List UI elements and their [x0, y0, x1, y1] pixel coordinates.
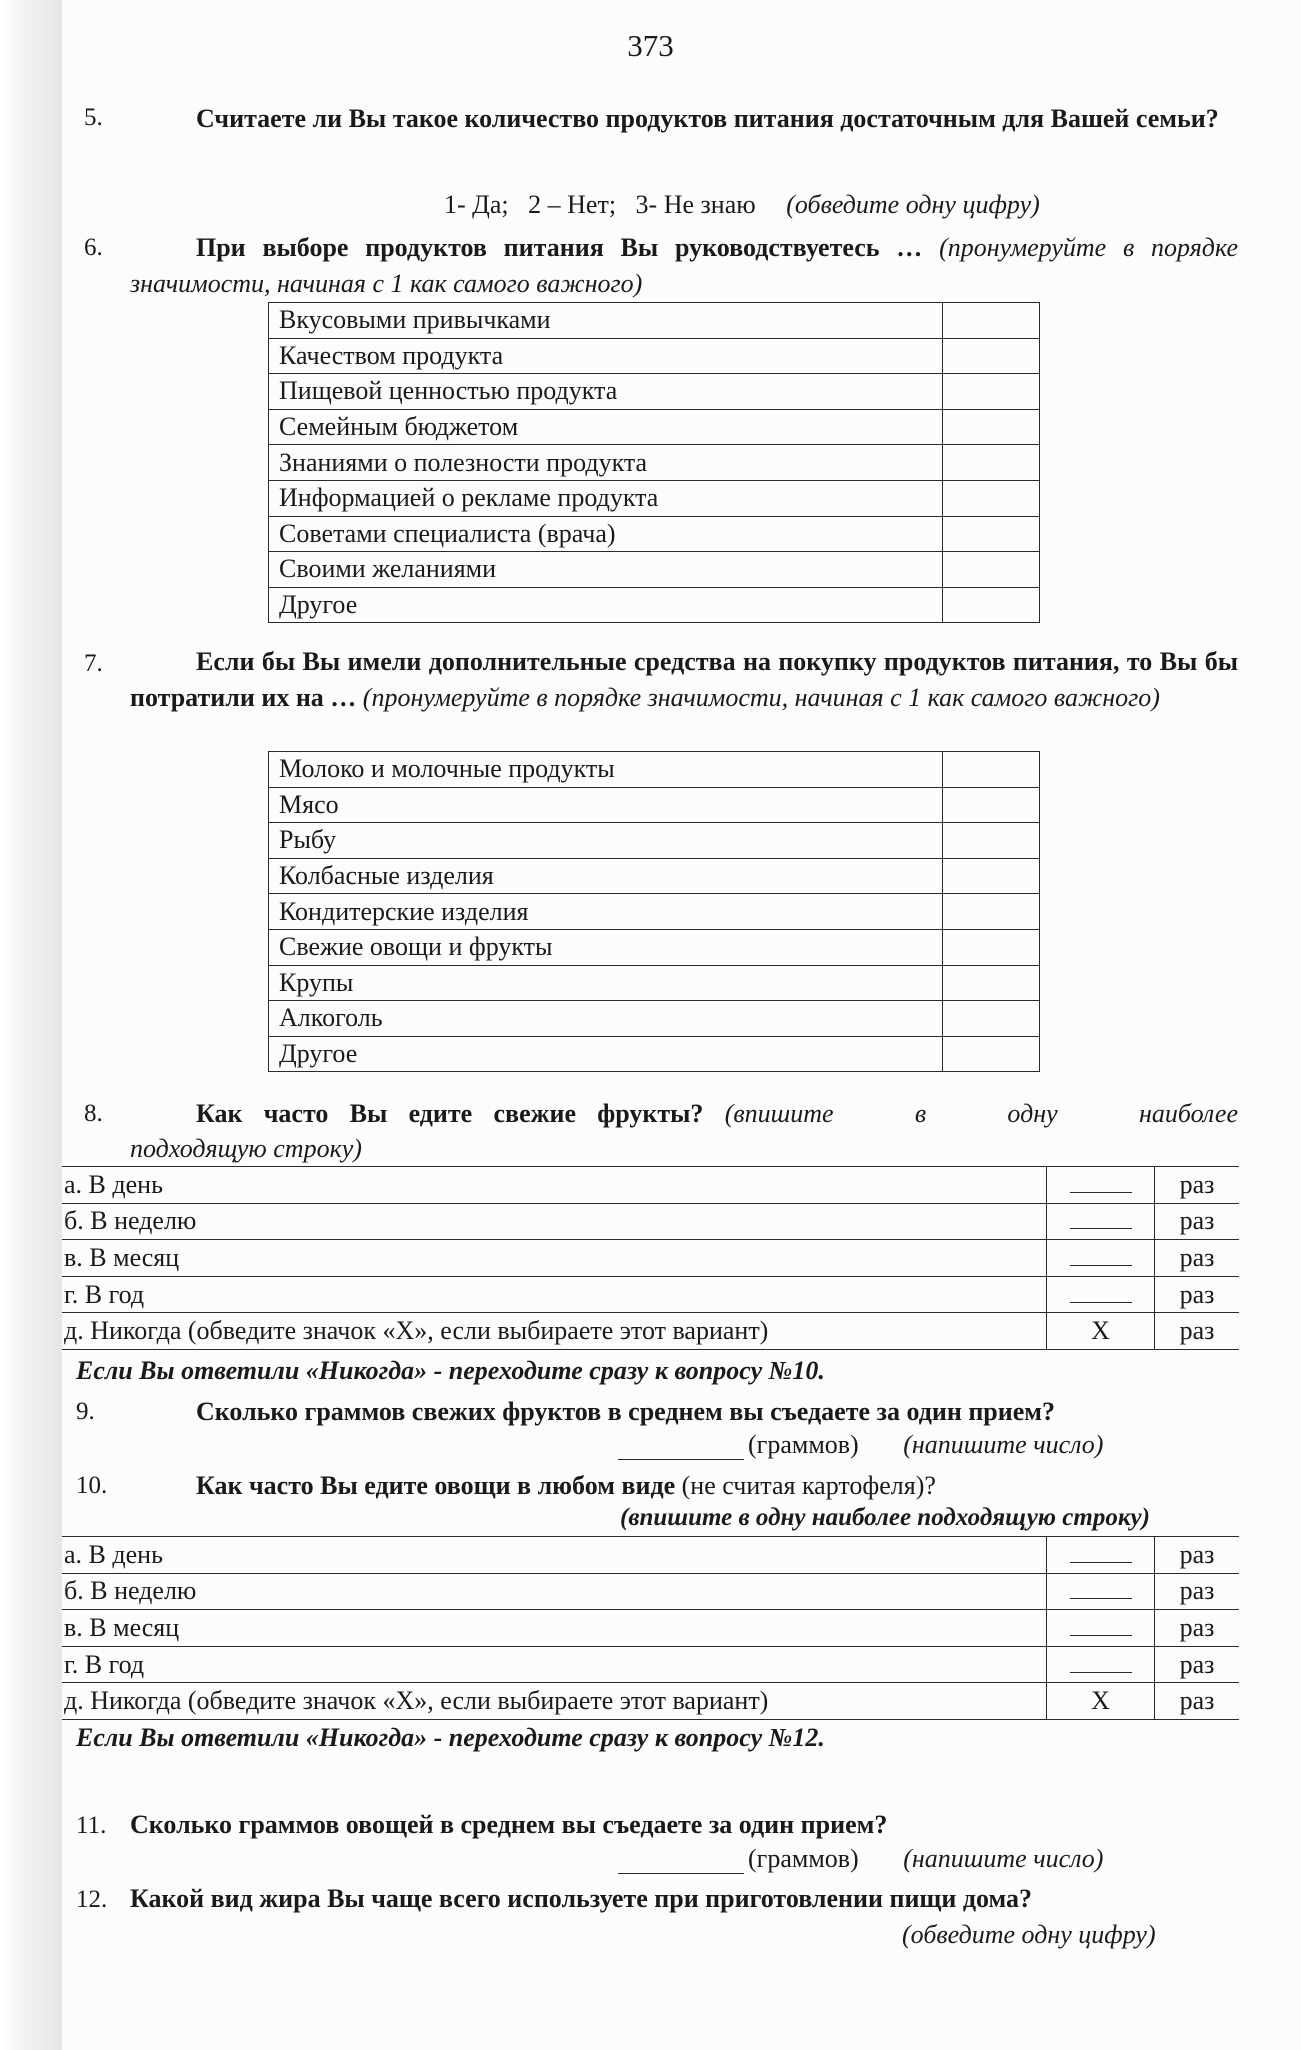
- q6-rank-input[interactable]: [943, 303, 1040, 339]
- q8-row: [62, 1203, 1239, 1240]
- q7-option-label: Свежие овощи и фрукты: [269, 929, 943, 965]
- q6-rank-input[interactable]: [943, 552, 1040, 588]
- question-8-text: [130, 1096, 1238, 1132]
- q7-row: [269, 1036, 1040, 1072]
- q7-option-label: Кондитерские изделия: [269, 894, 943, 930]
- question-7-instruction: (пронумеруйте в порядке значимости, начиная с 1 как самого важного): [362, 683, 1160, 712]
- q10-unit: раз: [1155, 1573, 1240, 1610]
- q8-row: [62, 1167, 1239, 1204]
- q7-rank-input[interactable]: [943, 858, 1040, 894]
- q6-row: [269, 303, 1040, 339]
- question-10-table: [62, 1536, 1239, 1720]
- q6-rank-input[interactable]: [943, 516, 1040, 552]
- q6-option-label: Знаниями о полезности продукта: [269, 445, 943, 481]
- q10-unit: раз: [1155, 1537, 1240, 1574]
- q6-rank-input[interactable]: [943, 480, 1040, 516]
- q8-row: [62, 1276, 1239, 1313]
- question-6-table: [268, 302, 1040, 623]
- q8-blank-line[interactable]: [1070, 1280, 1132, 1303]
- q7-rank-input[interactable]: [943, 929, 1040, 965]
- q7-option-label: Рыбу: [269, 823, 943, 859]
- q7-row: [269, 929, 1040, 965]
- q6-option-label: Пищевой ценностью продукта: [269, 374, 943, 410]
- question-7-table: [268, 751, 1040, 1072]
- q6-row: [269, 480, 1040, 516]
- question-5-number: 5.: [84, 104, 103, 131]
- question-8-text-main: Как часто Вы едите свежие фрукты?: [196, 1099, 704, 1128]
- question-8-skip-note: Если Вы ответили «Никогда» - переходите сразу к вопросу №10.: [76, 1356, 825, 1385]
- question-8-number: 8.: [84, 1100, 103, 1127]
- q6-row: [269, 552, 1040, 588]
- q6-row: [269, 445, 1040, 481]
- q10-frequency-input[interactable]: [1047, 1646, 1155, 1683]
- question-11-unit: (граммов): [748, 1844, 859, 1873]
- q10-row: [62, 1683, 1239, 1720]
- question-10-text-main: Как часто Вы едите овощи в любом виде: [196, 1471, 676, 1500]
- question-9-instruction: (напишите число): [903, 1430, 1104, 1459]
- q6-rank-input[interactable]: [943, 587, 1040, 623]
- question-8-instruction-b: подходящую строку): [130, 1134, 362, 1163]
- q10-frequency-input[interactable]: [1047, 1573, 1155, 1610]
- q7-rank-input[interactable]: [943, 965, 1040, 1001]
- q8-frequency-label: в. В месяц: [62, 1240, 1047, 1277]
- question-7-text: [130, 644, 1238, 716]
- q10-row: [62, 1610, 1239, 1647]
- q6-option-label: Семейным бюджетом: [269, 409, 943, 445]
- question-5-instruction: (обведите одну цифру): [786, 190, 1040, 219]
- q10-frequency-input[interactable]: [1047, 1537, 1155, 1574]
- question-9-unit: (граммов): [748, 1430, 859, 1459]
- question-6-text: [130, 230, 1238, 302]
- q7-row: [269, 823, 1040, 859]
- q10-blank-line[interactable]: [1070, 1613, 1132, 1636]
- q8-blank-line[interactable]: [1070, 1243, 1132, 1266]
- question-8-table: [62, 1166, 1239, 1350]
- q10-frequency-label: г. В год: [62, 1646, 1047, 1683]
- q8-unit: раз: [1155, 1203, 1240, 1240]
- q8-frequency-input[interactable]: [1047, 1167, 1155, 1204]
- q7-rank-input[interactable]: [943, 1036, 1040, 1072]
- q6-row: [269, 516, 1040, 552]
- q6-option-label: Качеством продукта: [269, 338, 943, 374]
- q7-rank-input[interactable]: [943, 752, 1040, 788]
- question-11-answer: [618, 1844, 1103, 1874]
- q10-frequency-label: д. Никогда (обведите значок «Х», если выбираете этот вариант): [62, 1683, 1047, 1720]
- q7-row: [269, 752, 1040, 788]
- q10-never-mark[interactable]: Х: [1091, 1686, 1110, 1716]
- q6-option-label: Вкусовыми привычками: [269, 303, 943, 339]
- q10-unit: раз: [1155, 1646, 1240, 1683]
- q7-option-label: Колбасные изделия: [269, 858, 943, 894]
- q6-option-label: Информацией о рекламе продукта: [269, 480, 943, 516]
- q6-row: [269, 409, 1040, 445]
- q10-blank-line[interactable]: [1070, 1650, 1132, 1673]
- q8-frequency-label: б. В неделю: [62, 1203, 1047, 1240]
- page-gutter: [0, 0, 62, 2050]
- q10-frequency-input[interactable]: [1047, 1610, 1155, 1647]
- q8-frequency-input[interactable]: [1047, 1313, 1155, 1350]
- q6-option-label: Другое: [269, 587, 943, 623]
- q6-rank-input[interactable]: [943, 374, 1040, 410]
- question-11-number: 11.: [76, 1812, 107, 1839]
- q10-frequency-label: б. В неделю: [62, 1573, 1047, 1610]
- q6-row: [269, 338, 1040, 374]
- question-9-blank[interactable]: [618, 1433, 744, 1460]
- question-6-text-main: При выборе продуктов питания Вы руководствуетесь …: [196, 233, 923, 262]
- q8-blank-line[interactable]: [1070, 1206, 1132, 1229]
- question-9-number: 9.: [76, 1398, 95, 1425]
- question-12-text: Какой вид жира Вы чаще всего используете при приготовлении пищи дома?: [130, 1884, 1033, 1913]
- q6-row: [269, 587, 1040, 623]
- q10-frequency-label: а. В день: [62, 1537, 1047, 1574]
- q10-blank-line[interactable]: [1070, 1576, 1132, 1599]
- q8-unit: раз: [1155, 1167, 1240, 1204]
- question-9-answer: [618, 1430, 1103, 1460]
- question-6-number: 6.: [84, 234, 103, 261]
- q7-option-label: Алкоголь: [269, 1001, 943, 1037]
- question-10-instruction: (впишите в одну наиболее подходящую строку): [620, 1504, 1150, 1531]
- question-12-instruction: (обведите одну цифру): [902, 1920, 1156, 1949]
- q8-row: [62, 1240, 1239, 1277]
- question-5-options-text: 1- Да; 2 – Нет; 3- Не знаю: [444, 190, 756, 219]
- question-10-text: [196, 1467, 1226, 1505]
- q7-rank-input[interactable]: [943, 1001, 1040, 1037]
- q7-rank-input[interactable]: [943, 787, 1040, 823]
- q7-row: [269, 858, 1040, 894]
- q7-option-label: Мясо: [269, 787, 943, 823]
- q8-unit: раз: [1155, 1276, 1240, 1313]
- q8-frequency-input[interactable]: [1047, 1203, 1155, 1240]
- question-11-instruction: (напишите число): [903, 1844, 1104, 1873]
- q8-row: [62, 1313, 1239, 1350]
- q8-unit: раз: [1155, 1240, 1240, 1277]
- q8-frequency-input[interactable]: [1047, 1276, 1155, 1313]
- q6-rank-input[interactable]: [943, 338, 1040, 374]
- q7-row: [269, 894, 1040, 930]
- question-7-number: 7.: [84, 650, 103, 677]
- question-5-options: [444, 190, 1040, 220]
- question-8-instruction-a: (впишите в одну наиболее: [724, 1099, 1238, 1128]
- q7-option-label: Молоко и молочные продукты: [269, 752, 943, 788]
- q10-frequency-input[interactable]: [1047, 1683, 1155, 1720]
- question-11-blank[interactable]: [618, 1847, 744, 1874]
- question-10-skip-note: Если Вы ответили «Никогда» - переходите сразу к вопросу №12.: [76, 1723, 825, 1752]
- question-7-text-main: Если бы Вы имели дополнительные средства на покупку продуктов питания, то Вы бы потратили их на …: [130, 647, 1238, 712]
- question-5-text: Считаете ли Вы такое количество продуктов питания достаточным для Вашей семьи?: [196, 104, 1219, 133]
- q7-option-label: Другое: [269, 1036, 943, 1072]
- q10-row: [62, 1573, 1239, 1610]
- q8-never-mark[interactable]: Х: [1091, 1316, 1110, 1346]
- q7-row: [269, 965, 1040, 1001]
- q8-frequency-label: г. В год: [62, 1276, 1047, 1313]
- q10-row: [62, 1646, 1239, 1683]
- q8-unit: раз: [1155, 1313, 1240, 1350]
- q8-frequency-label: а. В день: [62, 1167, 1047, 1204]
- q7-row: [269, 1001, 1040, 1037]
- q6-rank-input[interactable]: [943, 409, 1040, 445]
- q7-option-label: Крупы: [269, 965, 943, 1001]
- q10-frequency-label: в. В месяц: [62, 1610, 1047, 1647]
- page-number: 373: [627, 28, 674, 63]
- question-9-text: Сколько граммов свежих фруктов в среднем вы съедаете за один прием?: [196, 1397, 1055, 1426]
- question-12-number: 12.: [76, 1886, 108, 1913]
- question-10-text-note: (не считая картофеля)?: [675, 1471, 936, 1500]
- question-10-number: 10.: [76, 1472, 108, 1499]
- q10-unit: раз: [1155, 1610, 1240, 1647]
- q6-option-label: Своими желаниями: [269, 552, 943, 588]
- q10-blank-line[interactable]: [1070, 1540, 1132, 1563]
- q7-row: [269, 787, 1040, 823]
- question-11-text: Сколько граммов овощей в среднем вы съедаете за один прием?: [130, 1810, 888, 1839]
- question-6-instruction: (пронумеруйте в порядке значимости, начиная с 1 как самого важного): [130, 233, 1238, 298]
- q6-rank-input[interactable]: [943, 445, 1040, 481]
- q6-option-label: Советами специалиста (врача): [269, 516, 943, 552]
- q7-rank-input[interactable]: [943, 894, 1040, 930]
- q8-frequency-input[interactable]: [1047, 1240, 1155, 1277]
- q10-unit: раз: [1155, 1683, 1240, 1720]
- q8-blank-line[interactable]: [1070, 1170, 1132, 1193]
- q10-row: [62, 1537, 1239, 1574]
- q8-frequency-label: д. Никогда (обведите значок «Х», если выбираете этот вариант): [62, 1313, 1047, 1350]
- q7-rank-input[interactable]: [943, 823, 1040, 859]
- q6-row: [269, 374, 1040, 410]
